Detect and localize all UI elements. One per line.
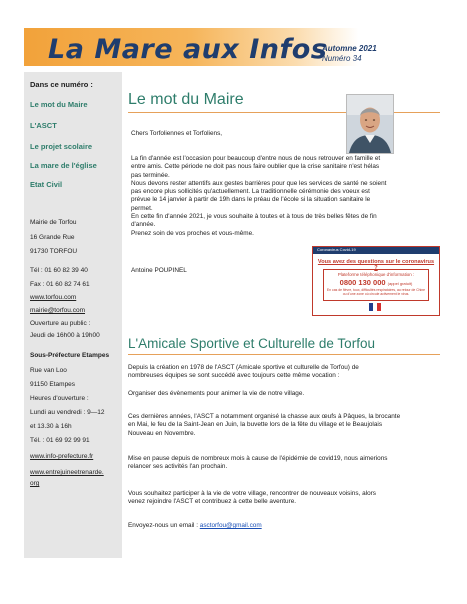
maire-line: entre amis. Cette période ne doit pas nous faire oublier que la crise sanitaire n'est hélas [131, 163, 380, 171]
asct-line: venez rejoindre l'ASCT et contribuez à cette belle aventure. [128, 498, 297, 506]
entrejuine-link[interactable]: www.entrejuineetrenarde. [30, 469, 104, 476]
prefecture-address1: Rue van Loo [30, 367, 67, 374]
covid-phone: 0800 130 000 [339, 278, 386, 287]
covid-hotline-frame [323, 269, 429, 301]
mairie-name: Mairie de Torfou [30, 219, 77, 226]
asct-line: Nouveau en Novembre. [128, 429, 196, 437]
mairie-address1: 16 Grande Rue [30, 234, 75, 241]
asct-paragraph-1 [128, 364, 442, 381]
prefecture-hours-label: Heures d'ouverture : [30, 395, 89, 402]
asct-line: Vous souhaitez participer à la vie de votre village, rencontrer de nouveaux voisins, alors [128, 490, 376, 497]
asct-paragraph-6 [128, 522, 442, 530]
french-flag-icon [369, 303, 381, 311]
maire-line: En cette fin d'année 2021, je vous souhaite à toutes et à tous de très belles fêtes de fin [131, 213, 377, 221]
toc-heading: Dans ce numéro : [30, 80, 93, 89]
issue-info [322, 44, 412, 64]
maire-greeting: Chers Torfoliennes et Torfoliens, [131, 130, 223, 137]
maire-line: pas encore plus sollicités qu'actuellement. La traditionnelle cérémonie des voeux est [131, 188, 370, 196]
toc-item-mare-eglise[interactable]: La mare de l'église [30, 161, 97, 170]
mairie-fax: Fax : 01 60 82 74 61 [30, 281, 90, 288]
covid-platform-label: Plateforme téléphonique d'information : [337, 272, 415, 277]
mairie-hours-label: Ouverture au public : [30, 320, 91, 327]
covid-top-bar [313, 247, 439, 254]
issue-number: Numéro 34 [322, 54, 362, 63]
mairie-hours: Jeudi de 16h00 à 19h00 [30, 332, 100, 339]
asct-line: Ces dernières années, l'ASCT a notamment organisé la chasse aux œufs à Pâques, la brocante [128, 413, 401, 420]
toc-item-mot-du-maire[interactable]: Le mot du Maire [30, 100, 88, 109]
section-divider [128, 354, 440, 355]
toc-item-asct[interactable]: L'ASCT [30, 121, 57, 130]
covid-phone-line [324, 278, 428, 287]
issue-season: Automne 2021 [322, 44, 377, 53]
mairie-address2: 91730 TORFOU [30, 248, 78, 255]
prefecture-hours1: Lundi au vendredi : 9—12 [30, 409, 105, 416]
asct-line: Mise en pause depuis de nombreux mois à cause de l'épidémie de covid19, nous aimerions [128, 455, 388, 462]
section-title-asct: L'Amicale Sportive et Culturelle de Torfou [128, 336, 375, 351]
sidebar [24, 72, 122, 558]
covid-question: Vous avez des questions sur le coronavirus ? [317, 259, 435, 271]
maire-letter [131, 155, 443, 238]
asct-email-label: Envoyez-nous un email : [128, 522, 198, 529]
maire-line: Prenez soin de vos proches et vous-même. [131, 229, 254, 237]
prefecture-hours2: et 13.30 à 16h [30, 423, 72, 430]
covid-phone-note: (appel gratuit) [387, 281, 413, 286]
prefecture-name: Sous-Préfecture Etampes [30, 352, 110, 359]
asct-paragraph-2: Organiser des évènements pour animer la vie de notre village. [128, 390, 305, 397]
covid-top-label: Coronavirus Covid-19 [317, 247, 356, 252]
maire-line: prévue le 14 janvier à partir de 19h dans le préau de l'école si la situation sanitaire le [131, 196, 371, 204]
maire-line: pas terminée. [131, 171, 170, 179]
mairie-tel: Tél : 01 60 82 39 40 [30, 267, 88, 274]
maire-signature: Antoine POUPINEL [131, 267, 187, 274]
asct-paragraph-3 [128, 413, 442, 438]
toc-item-etat-civil[interactable]: Etat Civil [30, 180, 63, 189]
asct-paragraph-4 [128, 455, 442, 472]
mairie-website-link[interactable]: www.torfou.com [30, 294, 77, 301]
maire-line: La fin d'année est l'occasion pour beaucoup d'entre nous de nous retrouver en famille et [131, 155, 381, 162]
newsletter-title: La Mare aux Infos [48, 34, 328, 65]
covid-info-box [312, 246, 440, 316]
asct-line: nombreuses équipes se sont succédé avec toujours cette même vocation : [128, 372, 340, 380]
asct-paragraph-5 [128, 490, 442, 507]
maire-line: Nous devons rester attentifs aux gestes barrières pour que les services de santé ne soient [131, 179, 387, 187]
prefecture-address2: 91150 Etampes [30, 381, 76, 388]
asct-line: en Mai, le feu de la Saint-Jean en Juin, la buvette lors de la fête du village et le Beaujolais [128, 421, 383, 429]
asct-email-link[interactable]: asctorfou@gmail.com [199, 522, 262, 529]
maire-line: d'année. [131, 221, 156, 229]
covid-description: En cas de fièvre, toux, difficultés respiratoires, au retour de Chine ou d'une zone où circule activement le virus. [326, 288, 426, 296]
mayor-photo [346, 94, 394, 154]
asct-line: Depuis la création en 1978 de l'ASCT (Amicale sportive et culturelle de Torfou) de [128, 364, 359, 371]
toc-item-projet-scolaire[interactable]: Le projet scolaire [30, 142, 93, 151]
mairie-email-link[interactable]: mairie@torfou.com [30, 307, 86, 314]
section-title-mot-du-maire: Le mot du Maire [128, 91, 244, 108]
maire-line: permet. [131, 204, 153, 212]
asct-line: relancer ses activités l'an prochain. [128, 463, 228, 471]
entrejuine-link-suffix[interactable]: org [30, 480, 40, 487]
prefecture-tel: Tél. : 01 69 92 99 91 [30, 437, 90, 444]
prefecture-website-link[interactable]: www.info-prefecture.fr [30, 453, 94, 460]
